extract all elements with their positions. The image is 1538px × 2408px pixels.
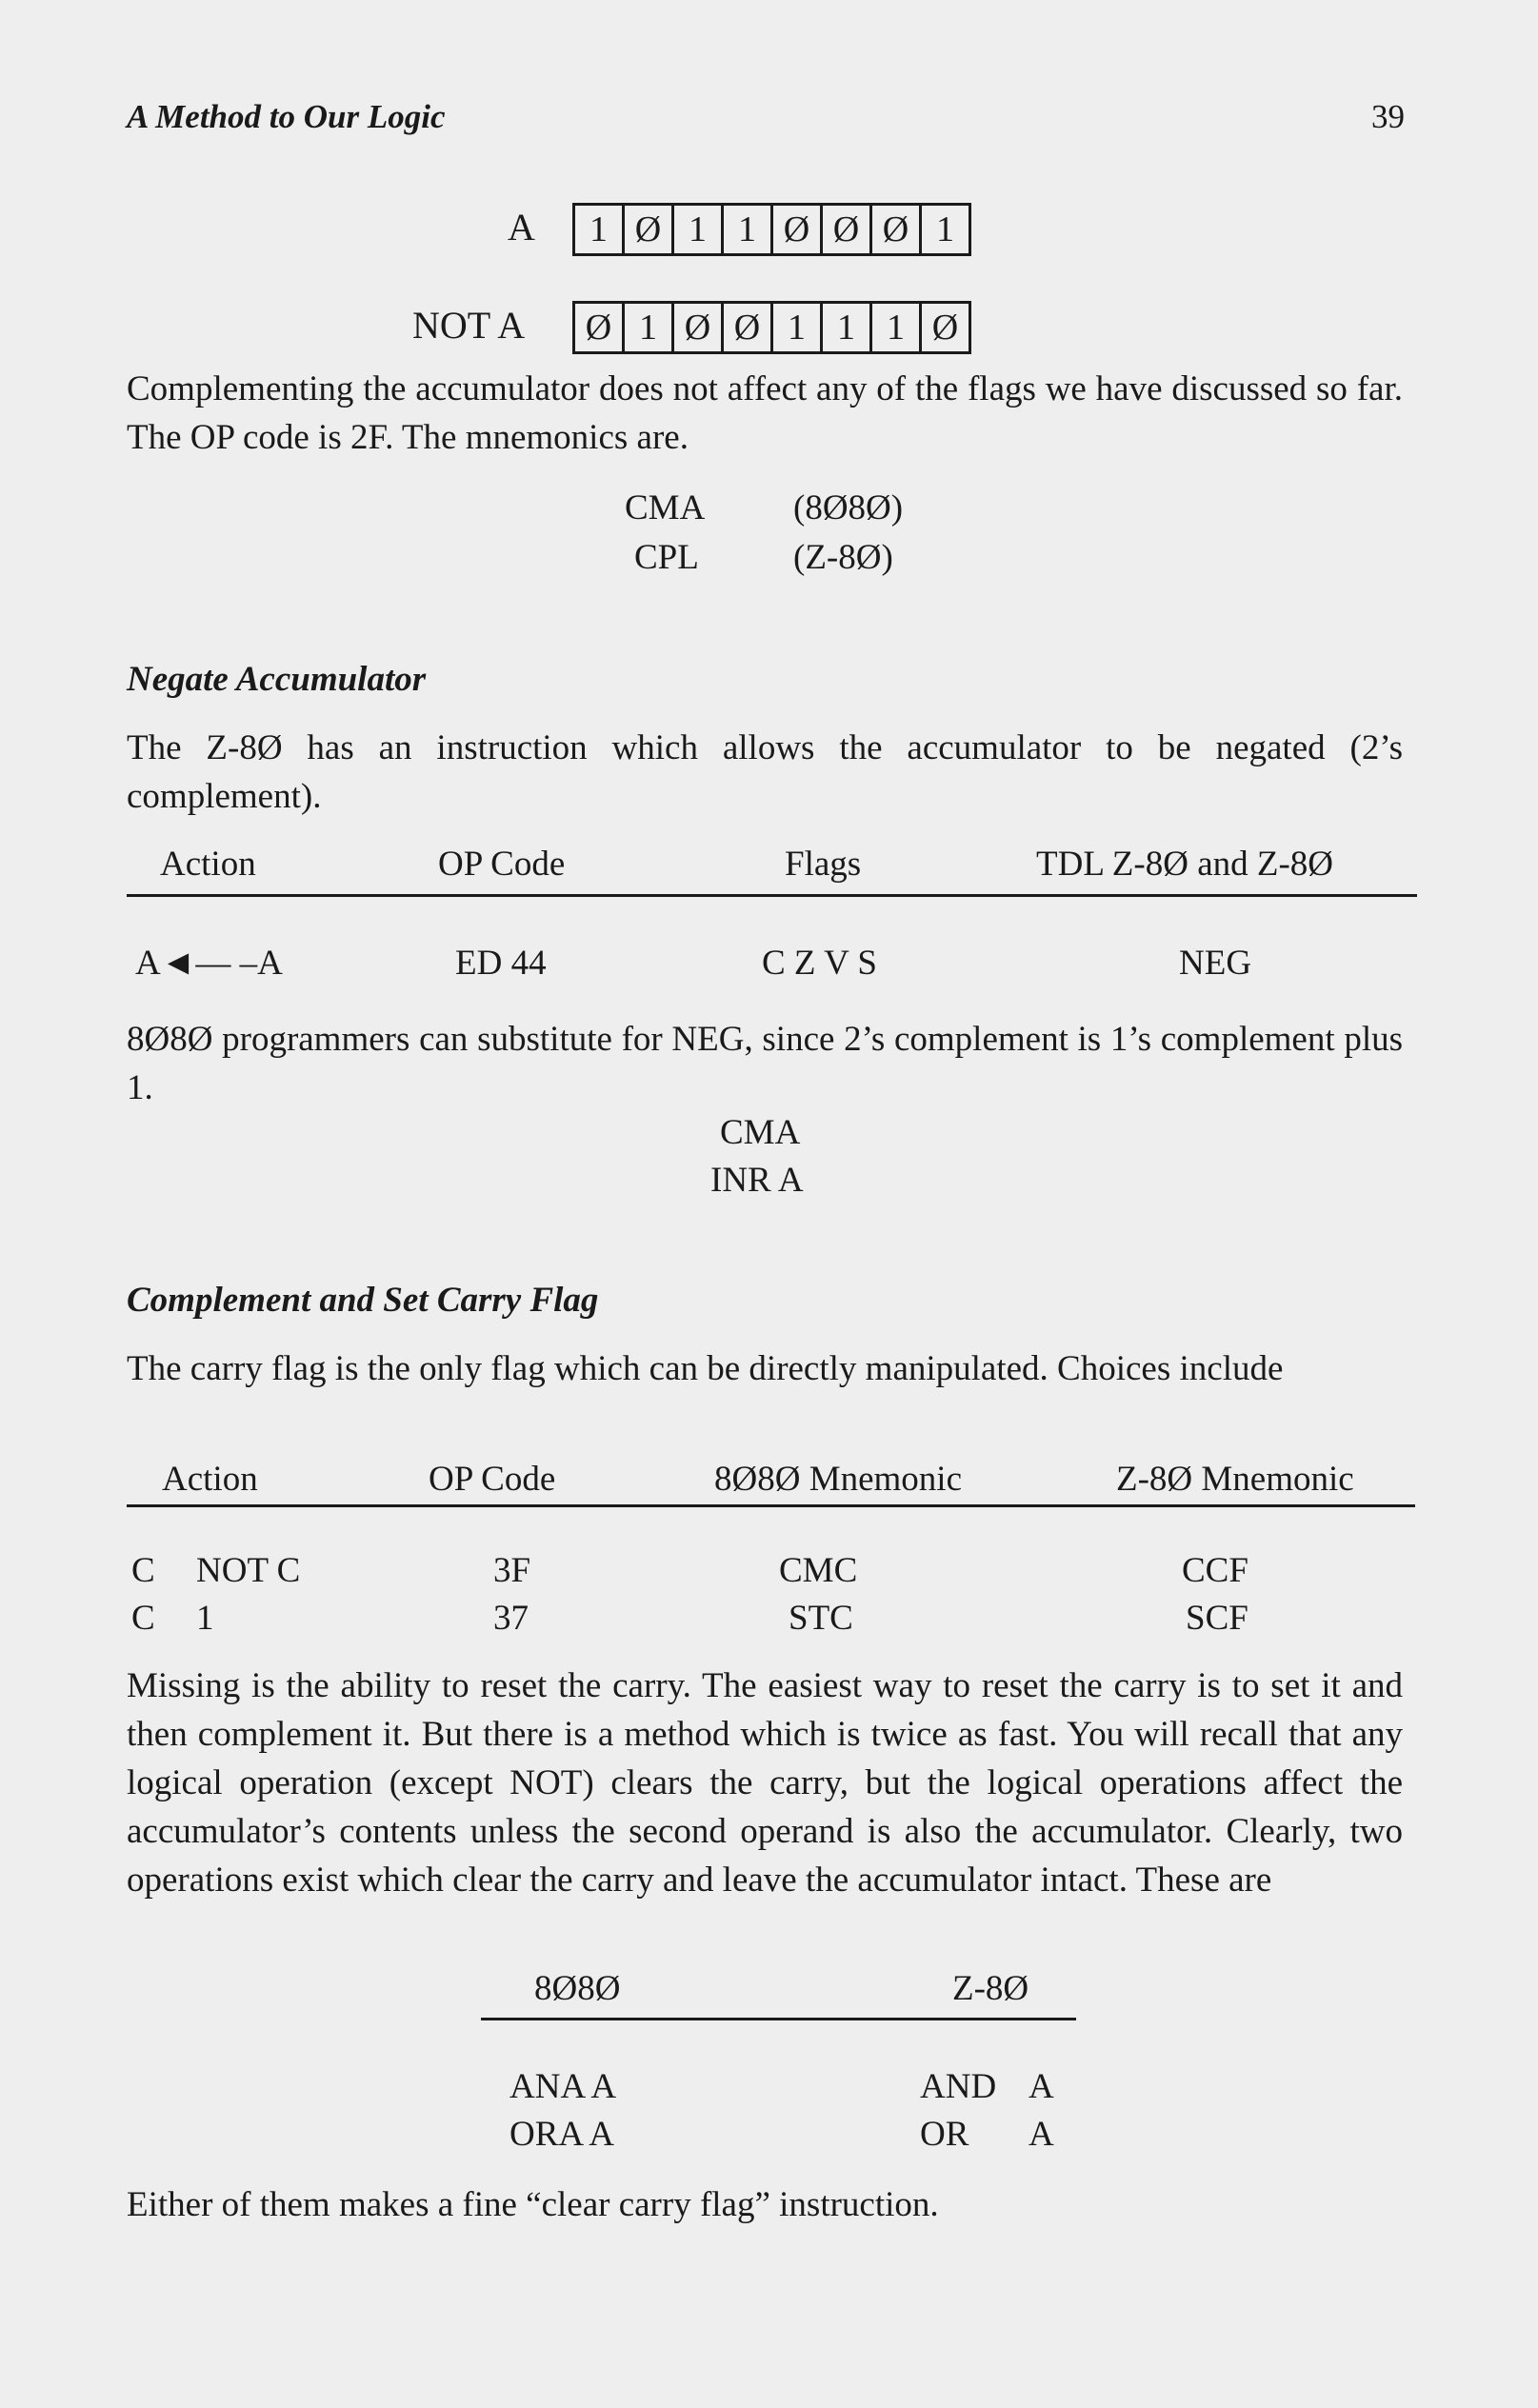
mnemonic-cpl: CPL	[634, 538, 699, 577]
paragraph-negate: The Z-8Ø has an instruction which allows the accumulator to be negated (2’s complement).	[127, 728, 1403, 816]
carry-row2-c: C	[131, 1599, 155, 1638]
carry-row2-value: 1	[196, 1599, 214, 1638]
register-a-bit: Ø	[625, 206, 674, 253]
carry-row1-8080: CMC	[779, 1551, 858, 1590]
carry-row1-z80: CCF	[1182, 1551, 1248, 1590]
negate-table-rule	[127, 894, 1417, 897]
negate-header-flags: Flags	[785, 845, 862, 884]
carry-row2-z80: SCF	[1186, 1599, 1248, 1638]
paragraph-8080-substitute: 8Ø8Ø programmers can substitute for NEG, since 2’s complement is 1’s complement plus 1.	[127, 1020, 1403, 1107]
register-not-a-bit: 1	[773, 304, 823, 351]
register-a-bit: Ø	[823, 206, 872, 253]
mnemonic-cma: CMA	[625, 488, 706, 527]
negate-cell-mnemonic: NEG	[1179, 944, 1252, 983]
register-a-label: A	[508, 206, 535, 249]
heading-carry-flag: Complement and Set Carry Flag	[127, 1281, 599, 1320]
carry-header-z80: Z-8Ø Mnemonic	[1116, 1460, 1354, 1499]
negate-header-action: Action	[160, 845, 256, 884]
register-not-a-bit: 1	[872, 304, 922, 351]
carry-header-opcode: OP Code	[429, 1460, 556, 1499]
page-number: 39	[1371, 98, 1405, 135]
register-not-a	[572, 301, 971, 354]
carry-table-rule	[127, 1504, 1415, 1507]
clear-row2-z80-op: OR	[920, 2115, 969, 2154]
register-a-bit: Ø	[773, 206, 823, 253]
clear-row2-8080: ORA A	[509, 2115, 615, 2154]
register-not-a-label: NOT A	[412, 304, 526, 347]
clear-header-8080: 8Ø8Ø	[534, 1969, 621, 2008]
paragraph-complement: Complementing the accumulator does not affect any of the flags we have discussed so far. The OP code is 2F. The mnemonics are.	[127, 369, 1403, 457]
mnemonic-cma-cpu: (8Ø8Ø)	[793, 488, 904, 527]
register-a-bit: 1	[724, 206, 773, 253]
heading-negate-accumulator: Negate Accumulator	[127, 660, 427, 699]
register-not-a-bit: Ø	[575, 304, 625, 351]
clear-row2-z80-operand: A	[1029, 2115, 1054, 2154]
carry-row2-opcode: 37	[493, 1599, 529, 1638]
substitute-inr-a: INR A	[710, 1161, 804, 1200]
paragraph-carry: The carry flag is the only flag which can be directly manipulated. Choices include	[127, 1349, 1284, 1388]
clear-header-z80: Z-8Ø	[952, 1969, 1029, 2008]
running-head: A Method to Our Logic	[127, 98, 446, 135]
register-not-a-bit: 1	[823, 304, 872, 351]
negate-cell-flags: C Z V S	[762, 944, 877, 983]
paragraph-closing: Either of them makes a fine “clear carry flag” instruction.	[127, 2185, 939, 2224]
paragraph-reset-carry: Missing is the ability to reset the carry. The easiest way to reset the carry is to set it and then complement it. But there is a method which is twice as fast. You will recall that any logical operation (except NOT) clears the carry, but the logical operations affect the accumulator’s contents unless the second operand is also the accumulator. Clearly, two operations exist which clear the carry and leave the accumulator intact. These are	[127, 1666, 1403, 1900]
register-not-a-bit: Ø	[674, 304, 724, 351]
register-a-bit: Ø	[872, 206, 922, 253]
carry-header-action: Action	[162, 1460, 258, 1499]
negate-cell-action: A◄— –A	[135, 944, 283, 983]
carry-row1-c: C	[131, 1551, 155, 1590]
register-not-a-bit: 1	[625, 304, 674, 351]
register-a-bit: 1	[674, 206, 724, 253]
negate-cell-opcode: ED 44	[455, 944, 547, 983]
clear-row1-z80-op: AND	[920, 2067, 997, 2106]
register-a	[572, 203, 971, 256]
negate-header-opcode: OP Code	[438, 845, 566, 884]
substitute-cma: CMA	[720, 1113, 801, 1152]
register-not-a-bit: Ø	[931, 308, 959, 348]
mnemonic-cpl-cpu: (Z-8Ø)	[793, 538, 893, 577]
carry-row1-opcode: 3F	[493, 1551, 531, 1590]
clear-table-rule	[481, 2018, 1076, 2020]
register-not-a-bit: Ø	[724, 304, 773, 351]
carry-row1-value: NOT C	[196, 1551, 301, 1590]
negate-header-mnemonic: TDL Z-8Ø and Z-8Ø	[1036, 845, 1334, 884]
register-a-bit: 1	[936, 209, 954, 249]
carry-row2-8080: STC	[789, 1599, 853, 1638]
clear-row1-8080: ANA A	[509, 2067, 617, 2106]
carry-header-8080: 8Ø8Ø Mnemonic	[714, 1460, 962, 1499]
register-a-bit: 1	[575, 206, 625, 253]
clear-row1-z80-operand: A	[1029, 2067, 1054, 2106]
